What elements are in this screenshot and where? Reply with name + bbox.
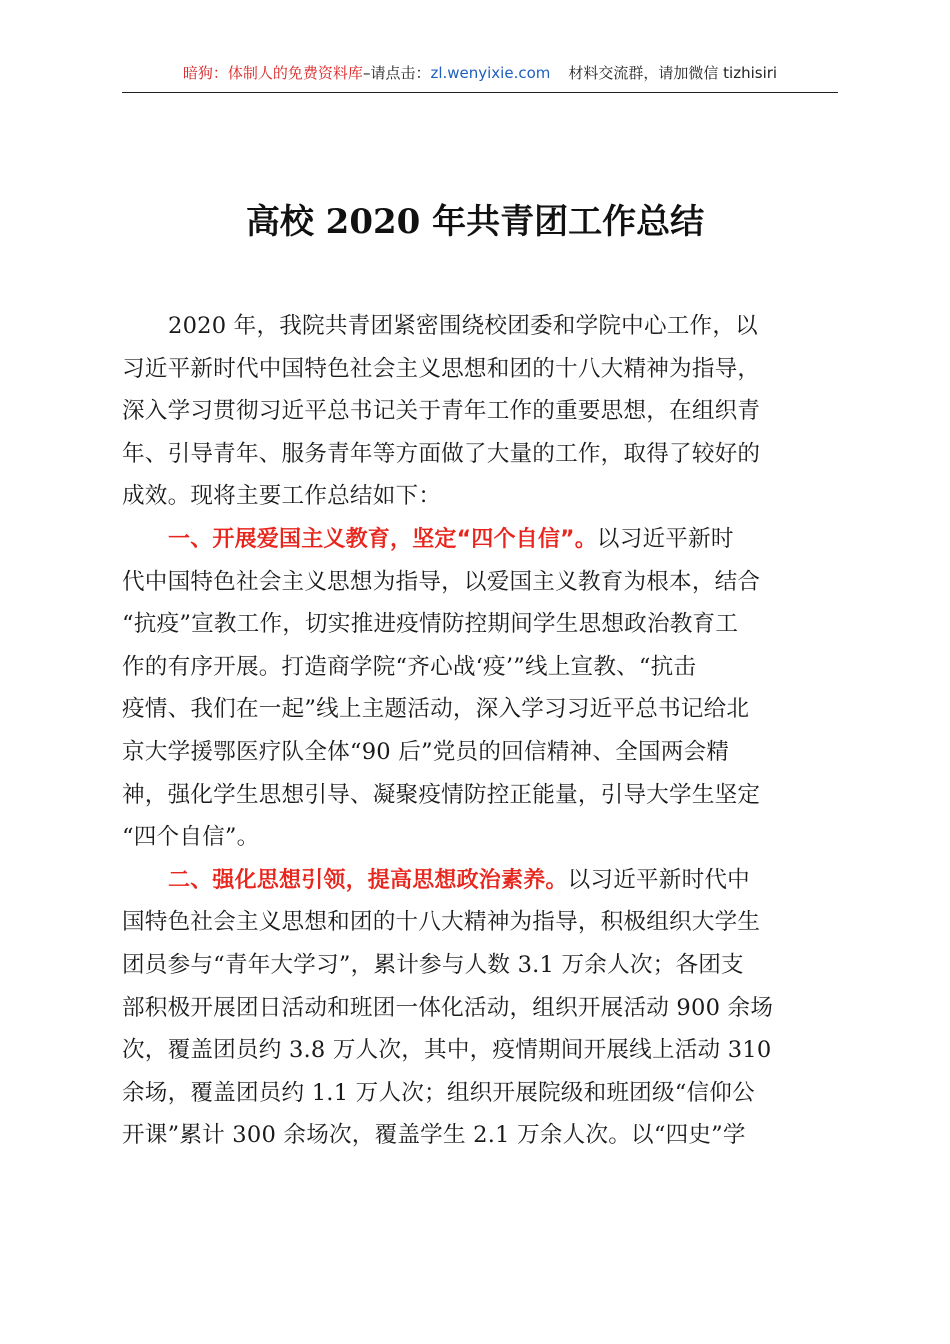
page-header	[122, 62, 838, 93]
intro-line: 成效。现将主要工作总结如下：	[122, 483, 442, 510]
document-title: 高校 2020 年共青团工作总结	[245, 202, 705, 242]
section2-line: 国特色社会主义思想和团的十八大精神为指导，积极组织大学生	[122, 909, 761, 936]
section2-line: 团员参与“青年大学习”，累计参与人数 3.1 万余人次；各团支	[122, 951, 744, 978]
section2-first-rest: 以习近平新时代中	[567, 866, 750, 893]
section1-line: “抗疫”宣教工作，切实推进疫情防控期间学生思想政治教育工	[122, 611, 739, 638]
section2-line: 开课”累计 300 余场次，覆盖学生 2.1 万余人次。以“四史”学	[122, 1122, 746, 1149]
section1-line: 京大学援鄂医疗队全体“90 后”党员的回信精神、全国两会精	[122, 738, 730, 765]
header-click-prefix: –请点击：	[362, 64, 431, 82]
header-contact: 材料交流群，请加微信 tizhisiri	[568, 64, 778, 82]
section1-first-line	[122, 518, 838, 561]
header-url-link[interactable]: zl.wenyixie.com	[430, 64, 551, 82]
section1-first-rest: 以习近平新时	[596, 525, 734, 552]
section2-first-line	[122, 859, 838, 902]
section1-line: 作的有序开展。打造商学院“齐心战‘疫’”线上宣教、“抗击	[122, 653, 697, 680]
section1-heading: 一、开展爱国主义教育，坚定“四个自信”。	[168, 526, 597, 552]
section2-line: 余场，覆盖团员约 1.1 万人次；组织开展院级和班团级“信仰公	[122, 1079, 755, 1106]
section1-line: 神，强化学生思想引导、凝聚疫情防控正能量，引导大学生坚定	[122, 781, 761, 808]
section2-line: 部积极开展团日活动和班团一体化活动，组织开展活动 900 余场	[122, 994, 774, 1021]
section1-line: 代中国特色社会主义思想为指导，以爱国主义教育为根本，结合	[122, 568, 761, 595]
header-brand: 暗狗：体制人的免费资料库	[182, 64, 363, 82]
intro-line: 深入学习贯彻习近平总书记关于青年工作的重要思想，在组织青	[122, 398, 761, 425]
section1-line: “四个自信”。	[122, 824, 260, 851]
intro-line: 年、引导青年、服务青年等方面做了大量的工作，取得了较好的	[122, 440, 761, 467]
document-body	[122, 305, 838, 1157]
intro-line: 习近平新时代中国特色社会主义思想和团的十八大精神为指导，	[122, 355, 761, 382]
section2-heading: 二、强化思想引领，提高思想政治素养。	[168, 867, 568, 893]
section1-line: 疫情、我们在一起”线上主题活动，深入学习习近平总书记给北	[122, 696, 750, 723]
section2-line: 次，覆盖团员约 3.8 万人次，其中，疫情期间开展线上活动 310	[122, 1037, 772, 1064]
intro-line: 2020 年，我院共青团紧密围绕校团委和学院中心工作，以	[168, 313, 758, 339]
